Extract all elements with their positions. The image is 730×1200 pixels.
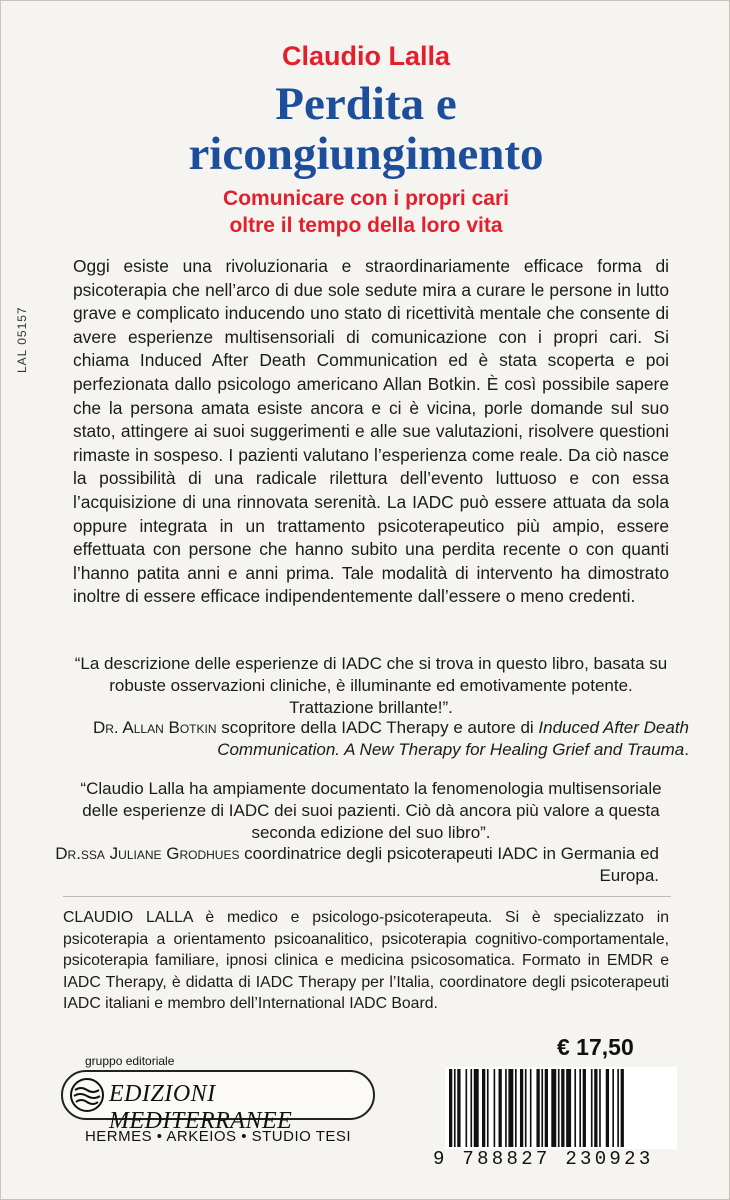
- quote-1-end: .: [684, 740, 689, 759]
- book-subtitle: [1, 185, 730, 239]
- publisher-group-label: gruppo editoriale: [85, 1054, 175, 1068]
- barcode-bars-icon: [445, 1067, 677, 1149]
- divider: [63, 896, 671, 897]
- quote-2-author: Dr.ssa Juliane Grodhues: [55, 844, 240, 863]
- quote-1-work: Induced After Death Communication. A New Therapy for Healing Grief and Trauma: [217, 718, 689, 759]
- subtitle-line-1: Comunicare con i propri cari: [223, 187, 509, 210]
- isbn-barcode: [445, 1067, 677, 1149]
- quote-1-role: scopritore della IADC Therapy e autore di: [216, 718, 539, 737]
- quote-2-text: “Claudio Lalla ha ampiamente documentato la fenomenologia multisensoriale delle esperienze di IADC dei suoi pazienti. Ciò dà ancora più valore a questa seconda edizione del suo libro”.: [80, 779, 662, 842]
- subtitle-line-2: oltre il tempo della loro vita: [229, 214, 503, 237]
- quote-1-author: Dr. Allan Botkin: [92, 718, 217, 737]
- publisher-block: [61, 1046, 375, 1154]
- quote-2-source: [39, 843, 659, 887]
- publisher-imprints: HERMES • ARKEIOS • STUDIO TESI: [84, 1128, 352, 1145]
- publisher-logo-box: [61, 1070, 375, 1134]
- publisher-wave-icon: [69, 1077, 105, 1113]
- blurb-text: Oggi esiste una rivoluzionaria e straordinariamente efficace forma di psicoterapia che nell’arco di due sole sedute mira a curare le persone in lutto grave e complicato inducendo uno stato di ricettività mentale che consente di avere esperienze multisensoriali di comunicazione con i propri cari. Si chiama Induced After Death Communication ed è stata scoperta e poi perfezionata dallo psicologo americano Allan Botkin. È così possibile sapere che la persona amata esiste ancora e ci è vicina, porle domande sul suo stato, attingere ai suoi suggerimenti e alle sue valutazioni, risolvere questioni rimaste in sospeso. I pazienti valutano l’esperienza come reale. Da ciò nasce la possibilità di una radicale rilettura dell’evento luttuoso e con essa l’acquisizione di una rinnovata serenità. La IADC può essere attuata da sola oppure integrata in un trattamento psicoterapeutico più ampio, essere effettuata con persone che hanno subito una perdita recente o con quanti l’hanno patita anni e anni prima. Tale modalità di intervento ha dimostrato inoltre di essere efficace indipendentemente dall’essere o meno credenti.: [73, 256, 669, 607]
- publisher-name: EDIZIONI MEDITERRANEE: [109, 1081, 293, 1134]
- side-catalog-code: LAL 05157: [15, 306, 29, 373]
- author-bio: CLAUDIO LALLA è medico e psicologo-psicoterapeuta. Si è specializzato in psicoterapia a orientamento psicoanalitico, psicoterapia cognitivo-comportamentale, psicoterapia familiare, ipnosi clinica e medicina psicosomatica. Formato in EMDR e IADC Therapy, è didatta di IADC Therapy per l’Italia, coordinatore degli psicoterapeuti IADC italiani e membro dell’International IADC Board.: [63, 909, 669, 1012]
- book-title: [1, 79, 730, 179]
- price-label: € 17,50: [557, 1034, 634, 1060]
- isbn-number: 9 788827 230923: [433, 1148, 654, 1170]
- title-line-1: Perdita e: [275, 78, 457, 130]
- quote-1-text: “La descrizione delle esperienze di IADC che si trova in questo libro, basata su robuste osservazioni cliniche, è illuminante ed emotivamente potente. Trattazione brillante!”.: [74, 654, 668, 717]
- quote-2-role: coordinatrice degli psicoterapeuti IADC in Germania ed Europa.: [239, 844, 659, 885]
- quote-1-source: [49, 717, 689, 761]
- title-line-2: ricongiungimento: [188, 128, 544, 180]
- author-name: Claudio Lalla: [281, 41, 451, 71]
